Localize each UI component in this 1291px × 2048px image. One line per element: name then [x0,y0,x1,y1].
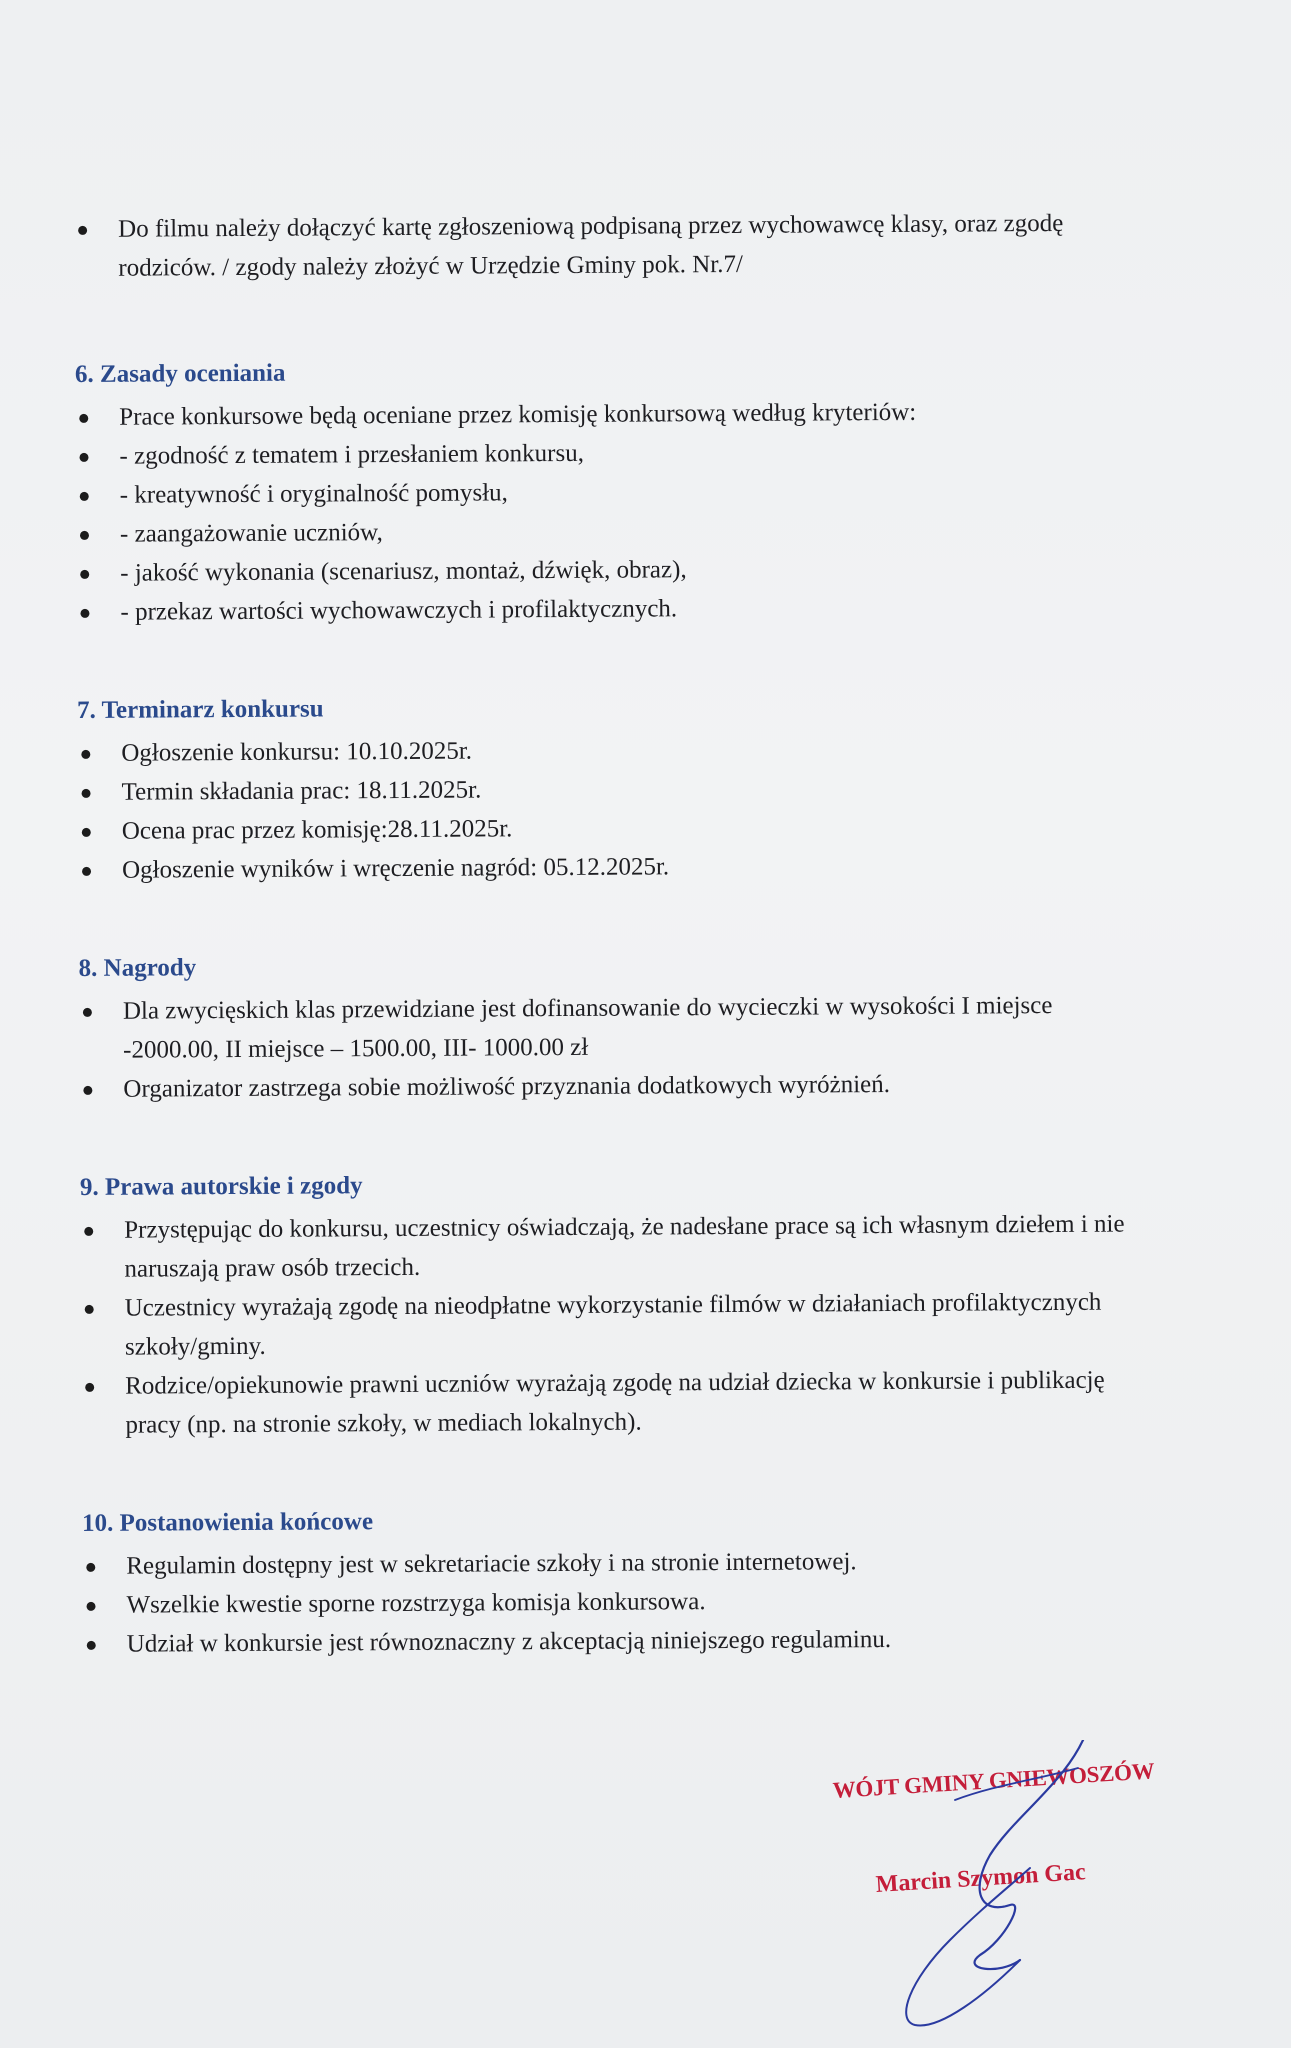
document-body [70,204,1139,1726]
list-item [75,986,1135,1070]
bullet-icon [81,750,90,759]
bullet-icon [82,828,91,837]
list-item [78,1540,1138,1585]
list-item [77,1361,1137,1445]
list-item [71,392,1131,437]
intro-list [70,204,1130,288]
list-item-text: Dla zwycięskich klas przewidziane jest dofinansowanie do wycieczki w wysokości I miejsce -2000.00, II miejsce – 1500.00, III- 1000.00 zł [122,992,1053,1064]
bullet-icon [85,1383,94,1392]
bullet-icon [80,609,89,618]
section-evaluation [71,352,1133,632]
final-provisions-list [78,1540,1139,1663]
list-item [72,587,1132,632]
list-item-text: - kreatywność i oryginalność pomysłu, [119,479,508,509]
prizes-list [75,986,1136,1109]
list-item-text: - zaangażowanie uczniów, [119,519,383,548]
bullet-icon [79,414,88,423]
list-item-text: Ocena prac przez komisję:28.11.2025r. [121,815,513,845]
list-item-text: Do filmu należy dołączyć kartę zgłoszeniową podpisaną przez wychowawcę klasy, oraz zgodę rodziców. / zgody należy złożyć w Urzędzie Gminy pok. Nr.7/ [118,209,1064,282]
criteria-list [71,392,1132,632]
list-item-text: - zgodność z tematem i przesłaniem konkursu, [119,439,585,470]
list-item [74,845,1134,890]
list-item [72,548,1132,593]
handwritten-signature-icon [820,1740,1240,2040]
list-item [70,204,1130,288]
list-item [75,1064,1135,1109]
list-item-text: Przystępując do konkursu, uczestnicy oświadczają, że nadesłane prace są ich własnym dziełem i nie naruszają praw osób trzecich. [124,1210,1125,1283]
bullet-icon [80,531,89,540]
list-item-text: Rodzice/opiekunowie prawni uczniów wyrażają zgodę na udział dziecka w konkursie i publikację pracy (np. na stronie szkoły, w mediach lokalnych). [125,1366,1105,1439]
bullet-icon [87,1602,96,1611]
bullet-icon [78,226,87,235]
list-item-text: Ogłoszenie wyników i wręczenie nagród: 05.12.2025r. [121,853,670,884]
list-item [72,509,1132,554]
bullet-icon [80,570,89,579]
bullet-icon [80,492,89,501]
bullet-icon [83,1086,92,1095]
bullet-icon [87,1641,96,1650]
copyright-list [76,1205,1137,1445]
section-heading: 6. Zasady oceniania [74,359,286,388]
list-item [73,728,1133,773]
schedule-list [73,728,1134,890]
section-prizes [75,946,1136,1109]
list-item [71,431,1131,476]
section-heading: 10. Postanowienia końcowe [81,1508,374,1537]
list-item [79,1618,1139,1663]
section-final-provisions [78,1501,1139,1664]
list-item [73,767,1133,812]
list-item-text: - przekaz wartości wychowawczych i profilaktycznych. [120,595,678,626]
list-item [74,806,1134,851]
list-item-text: Regulamin dostępny jest w sekretariacie szkoły i na stronie internetowej. [126,1548,857,1580]
list-item-text: - jakość wykonania (scenariusz, montaż, dźwięk, obraz), [120,556,687,587]
bullet-icon [82,789,91,798]
section-heading: 8. Nagrody [78,954,197,982]
list-item [77,1283,1137,1367]
bullet-icon [82,867,91,876]
list-item-text: Prace konkursowe będą oceniane przez komisję konkursową według kryteriów: [119,398,917,431]
section-heading: 7. Terminarz konkursu [76,695,324,724]
bullet-icon [79,453,88,462]
list-item-text: Wszelkie kwestie sporne rozstrzyga komisja konkursowa. [126,1588,706,1619]
list-item [78,1579,1138,1624]
section-copyright [76,1165,1138,1445]
section-heading: 9. Prawa autorskie i zgody [79,1172,363,1201]
list-item [76,1205,1136,1289]
list-item-text: Organizator zastrzega sobie możliwość przyznania dodatkowych wyróżnień. [123,1071,891,1103]
intro-section [70,204,1130,288]
signature-block [820,1740,1240,2040]
bullet-icon [83,1008,92,1017]
stamp-name: Marcin Szymon Gac [875,1859,1087,1898]
list-item [72,470,1132,515]
bullet-icon [85,1305,94,1314]
list-item-text: Termin składania prac: 18.11.2025r. [121,776,482,806]
bullet-icon [84,1227,93,1236]
list-item-text: Udział w konkursie jest równoznaczny z akceptacją niniejszego regulaminu. [126,1626,892,1658]
bullet-icon [86,1563,95,1572]
list-item-text: Ogłoszenie konkursu: 10.10.2025r. [121,737,473,767]
section-schedule [73,688,1134,890]
stamp-title: WÓJT GMINY GNIEWOSZÓW [832,1758,1156,1803]
list-item-text: Uczestnicy wyrażają zgodę na nieodpłatne wykorzystanie filmów w działaniach profilaktycznych szkoły/gminy. [124,1288,1102,1361]
